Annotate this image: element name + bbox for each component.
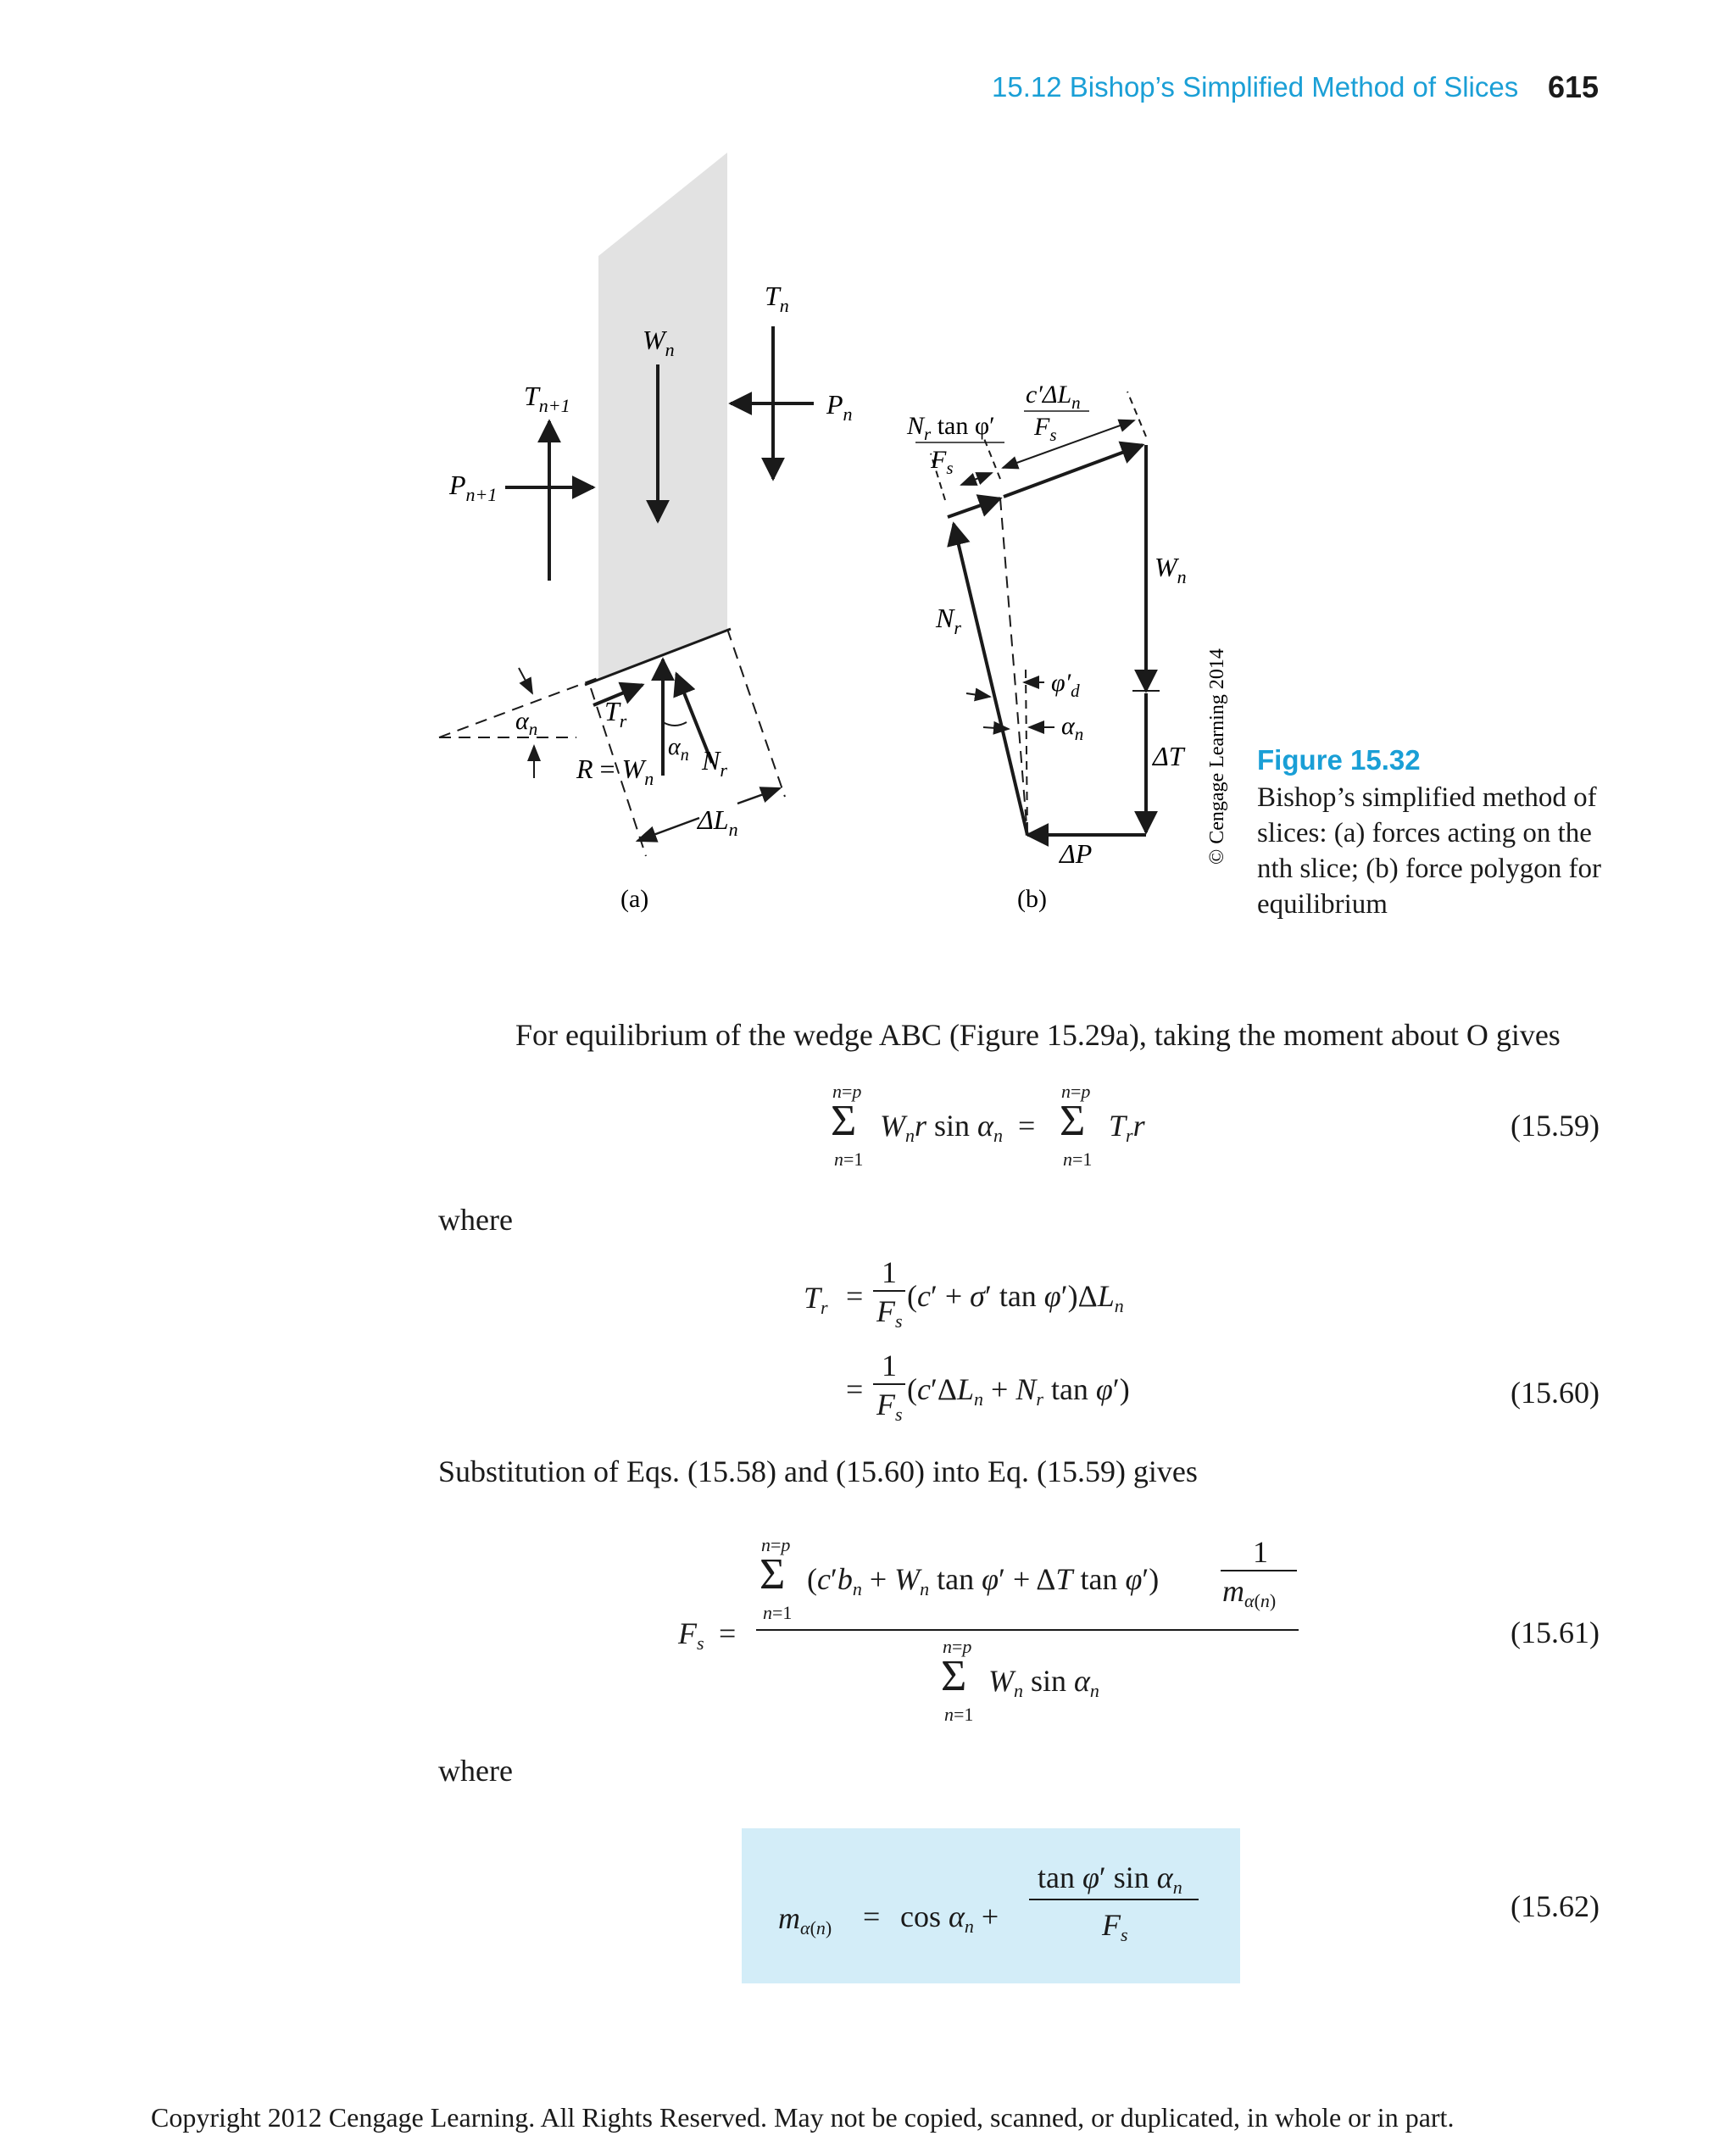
label-alpha-n-b: $\alpha_n$	[1061, 712, 1084, 744]
paragraph-2: Substitution of Eqs. (15.58) and (15.60) into Eq. (15.59) gives	[438, 1455, 1198, 1488]
label-Fs-1: $F_s$	[931, 446, 954, 478]
figure-credit: © Cengage Learning 2014	[1206, 648, 1228, 865]
where-2: where	[438, 1754, 513, 1788]
where-1: where	[438, 1203, 513, 1237]
label-Tr: $T_r$	[604, 696, 627, 731]
equation-number-15-60: (15.60)	[1511, 1376, 1600, 1410]
label-Tn: $T_n$	[765, 281, 789, 316]
panel-a	[439, 153, 853, 913]
slice-body	[598, 153, 727, 678]
running-header-title: 15.12 Bishop’s Simplified Method of Slices	[992, 71, 1519, 103]
paragraph-1: For equilibrium of the wedge ABC (Figure 15.29a), taking the moment about O gives	[515, 1018, 1561, 1052]
panel-b-label: (b)	[1017, 885, 1047, 913]
label-dLn: $\Delta L_n$	[698, 804, 738, 840]
label-R-eq: $R = W_n$	[576, 754, 654, 789]
label-phi-d: $\varphi'_d$	[1051, 669, 1080, 701]
label-Pn: $P_n$	[826, 389, 853, 425]
copyright-footer: Copyright 2012 Cengage Learning. All Rights Reserved. May not be copied, scanned, or duplicated, in whole or in part.	[151, 2102, 1455, 2133]
equation-number-15-61: (15.61)	[1511, 1616, 1600, 1649]
label-alpha-n2: $\alpha_n$	[668, 734, 689, 765]
panel-a-label: (a)	[620, 885, 649, 913]
figure-caption-text: Bishop’s simplified method of slices: (a) forces acting on the nth slice; (b) force polygon for equilibrium	[1257, 782, 1601, 920]
label-Tn1: $T_{n+1}$	[524, 381, 570, 416]
label-Pn1: $P_{n+1}$	[449, 470, 498, 505]
equation-number-15-62: (15.62)	[1511, 1889, 1600, 1923]
equation-number-15-59: (15.59)	[1511, 1109, 1600, 1143]
label-Fs-2: $F_s$	[1034, 413, 1057, 445]
label-Wn-b: $W_n$	[1155, 552, 1187, 587]
page-number: 615	[1548, 70, 1600, 104]
label-Nr-a: $N_r$	[702, 745, 727, 781]
label-dT: ΔT	[1153, 741, 1184, 771]
label-dP: ΔP	[1060, 838, 1093, 869]
label-Nr-tan-phi: $N_r$ tan φ′	[907, 412, 995, 444]
label-c-dL: $c'\Delta L_n$	[1026, 381, 1081, 413]
label-Wn: $W_n$	[643, 325, 675, 360]
panel-b	[906, 381, 1228, 913]
figure-caption-label: Figure 15.32	[1257, 744, 1421, 776]
label-Nr-b: $N_r$	[936, 603, 961, 638]
label-alpha-n: $\alpha_n$	[515, 707, 538, 739]
